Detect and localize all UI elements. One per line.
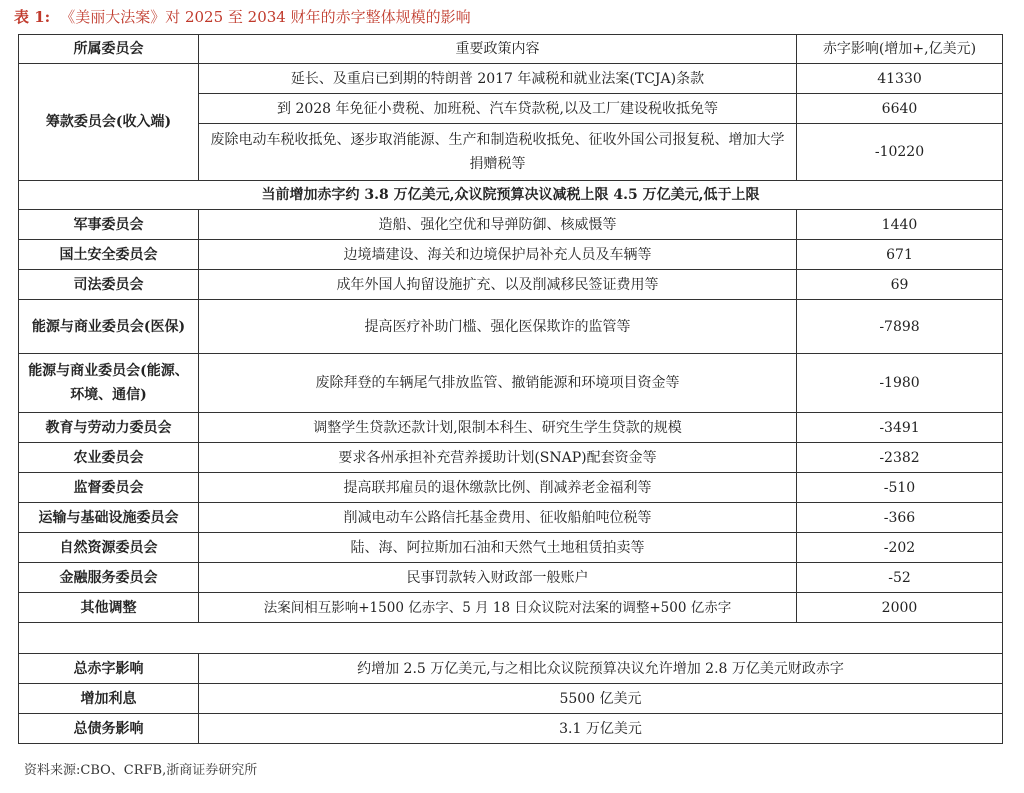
- banner-row: [19, 181, 1003, 210]
- committee-cell: 其他调整: [19, 593, 199, 623]
- spacer-row: [19, 623, 1003, 654]
- policy-cell: 陆、海、阿拉斯加石油和天然气土地租赁拍卖等: [199, 533, 797, 563]
- table-row: [19, 593, 1003, 623]
- policy-cell: 废除电动车税收抵免、逐步取消能源、生产和制造税收抵免、征收外国公司报复税、增加大学捐赠税等: [199, 124, 797, 181]
- total-row: [19, 714, 1003, 744]
- policy-cell: 提高医疗补助门槛、强化医保欺诈的监管等: [199, 300, 797, 354]
- table-row: [19, 413, 1003, 443]
- value-cell: -510: [797, 473, 1003, 503]
- table-row: [19, 533, 1003, 563]
- spacer-cell: [19, 623, 1003, 654]
- table-row: [19, 210, 1003, 240]
- total-row: [19, 684, 1003, 714]
- table-row: [19, 354, 1003, 413]
- total-label: 总赤字影响: [19, 654, 199, 684]
- table-row: [19, 64, 1003, 94]
- source-note: 资料来源:CBO、CRFB,浙商证券研究所: [24, 763, 258, 778]
- policy-cell: 成年外国人拘留设施扩充、以及削减移民签证费用等: [199, 270, 797, 300]
- total-value: 约增加 2.5 万亿美元,与之相比众议院预算决议允许增加 2.8 万亿美元财政赤字: [199, 654, 1003, 684]
- value-cell: -52: [797, 563, 1003, 593]
- committee-cell: 能源与商业委员会(医保): [19, 300, 199, 354]
- total-label: 总债务影响: [19, 714, 199, 744]
- value-cell: 1440: [797, 210, 1003, 240]
- committee-cell: 监督委员会: [19, 473, 199, 503]
- header-committee: 所属委员会: [19, 35, 199, 64]
- table-number: 表 1:: [14, 8, 51, 26]
- value-cell: 671: [797, 240, 1003, 270]
- header-policy: 重要政策内容: [199, 35, 797, 64]
- policy-cell: 边境墙建设、海关和边境保护局补充人员及车辆等: [199, 240, 797, 270]
- value-cell: -202: [797, 533, 1003, 563]
- committee-cell: 自然资源委员会: [19, 533, 199, 563]
- policy-cell: 到 2028 年免征小费税、加班税、汽车贷款税,以及工厂建设税收抵免等: [199, 94, 797, 124]
- table-title: 《美丽大法案》对 2025 至 2034 财年的赤字整体规模的影响: [60, 8, 471, 26]
- value-cell: 41330: [797, 64, 1003, 94]
- policy-cell: 废除拜登的车辆尾气排放监管、撤销能源和环境项目资金等: [199, 354, 797, 413]
- policy-cell: 要求各州承担补充营养援助计划(SNAP)配套资金等: [199, 443, 797, 473]
- policy-cell: 法案间相互影响+1500 亿赤字、5 月 18 日众议院对法案的调整+500 亿赤字: [199, 593, 797, 623]
- committee-cell: 教育与劳动力委员会: [19, 413, 199, 443]
- table-caption: [14, 6, 471, 27]
- deficit-impact-table: [18, 34, 1003, 744]
- committee-cell: 能源与商业委员会(能源、环境、通信): [19, 354, 199, 413]
- total-value: 5500 亿美元: [199, 684, 1003, 714]
- table-row: [19, 503, 1003, 533]
- total-label: 增加利息: [19, 684, 199, 714]
- policy-cell: 削减电动车公路信托基金费用、征收船舶吨位税等: [199, 503, 797, 533]
- value-cell: 2000: [797, 593, 1003, 623]
- value-cell: -7898: [797, 300, 1003, 354]
- policy-cell: 延长、及重启已到期的特朗普 2017 年减税和就业法案(TCJA)条款: [199, 64, 797, 94]
- committee-cell: 军事委员会: [19, 210, 199, 240]
- total-value: 3.1 万亿美元: [199, 714, 1003, 744]
- committee-cell: 司法委员会: [19, 270, 199, 300]
- committee-cell: 筹款委员会(收入端): [19, 64, 199, 181]
- total-row: [19, 654, 1003, 684]
- deficit-banner: 当前增加赤字约 3.8 万亿美元,众议院预算决议减税上限 4.5 万亿美元,低于上限: [19, 181, 1003, 210]
- header-row: [19, 35, 1003, 64]
- policy-cell: 造船、强化空优和导弹防御、核威慑等: [199, 210, 797, 240]
- value-cell: 6640: [797, 94, 1003, 124]
- table-row: [19, 473, 1003, 503]
- value-cell: -2382: [797, 443, 1003, 473]
- policy-cell: 民事罚款转入财政部一般账户: [199, 563, 797, 593]
- policy-cell: 调整学生贷款还款计划,限制本科生、研究生学生贷款的规模: [199, 413, 797, 443]
- value-cell: -3491: [797, 413, 1003, 443]
- table-row: [19, 300, 1003, 354]
- value-cell: -1980: [797, 354, 1003, 413]
- header-impact: 赤字影响(增加+,亿美元): [797, 35, 1003, 64]
- committee-cell: 金融服务委员会: [19, 563, 199, 593]
- table-row: [19, 443, 1003, 473]
- value-cell: 69: [797, 270, 1003, 300]
- committee-cell: 国土安全委员会: [19, 240, 199, 270]
- committee-cell: 运输与基础设施委员会: [19, 503, 199, 533]
- value-cell: -366: [797, 503, 1003, 533]
- table-row: [19, 563, 1003, 593]
- policy-cell: 提高联邦雇员的退休缴款比例、削减养老金福利等: [199, 473, 797, 503]
- table-row: [19, 240, 1003, 270]
- table-row: [19, 270, 1003, 300]
- value-cell: -10220: [797, 124, 1003, 181]
- committee-cell: 农业委员会: [19, 443, 199, 473]
